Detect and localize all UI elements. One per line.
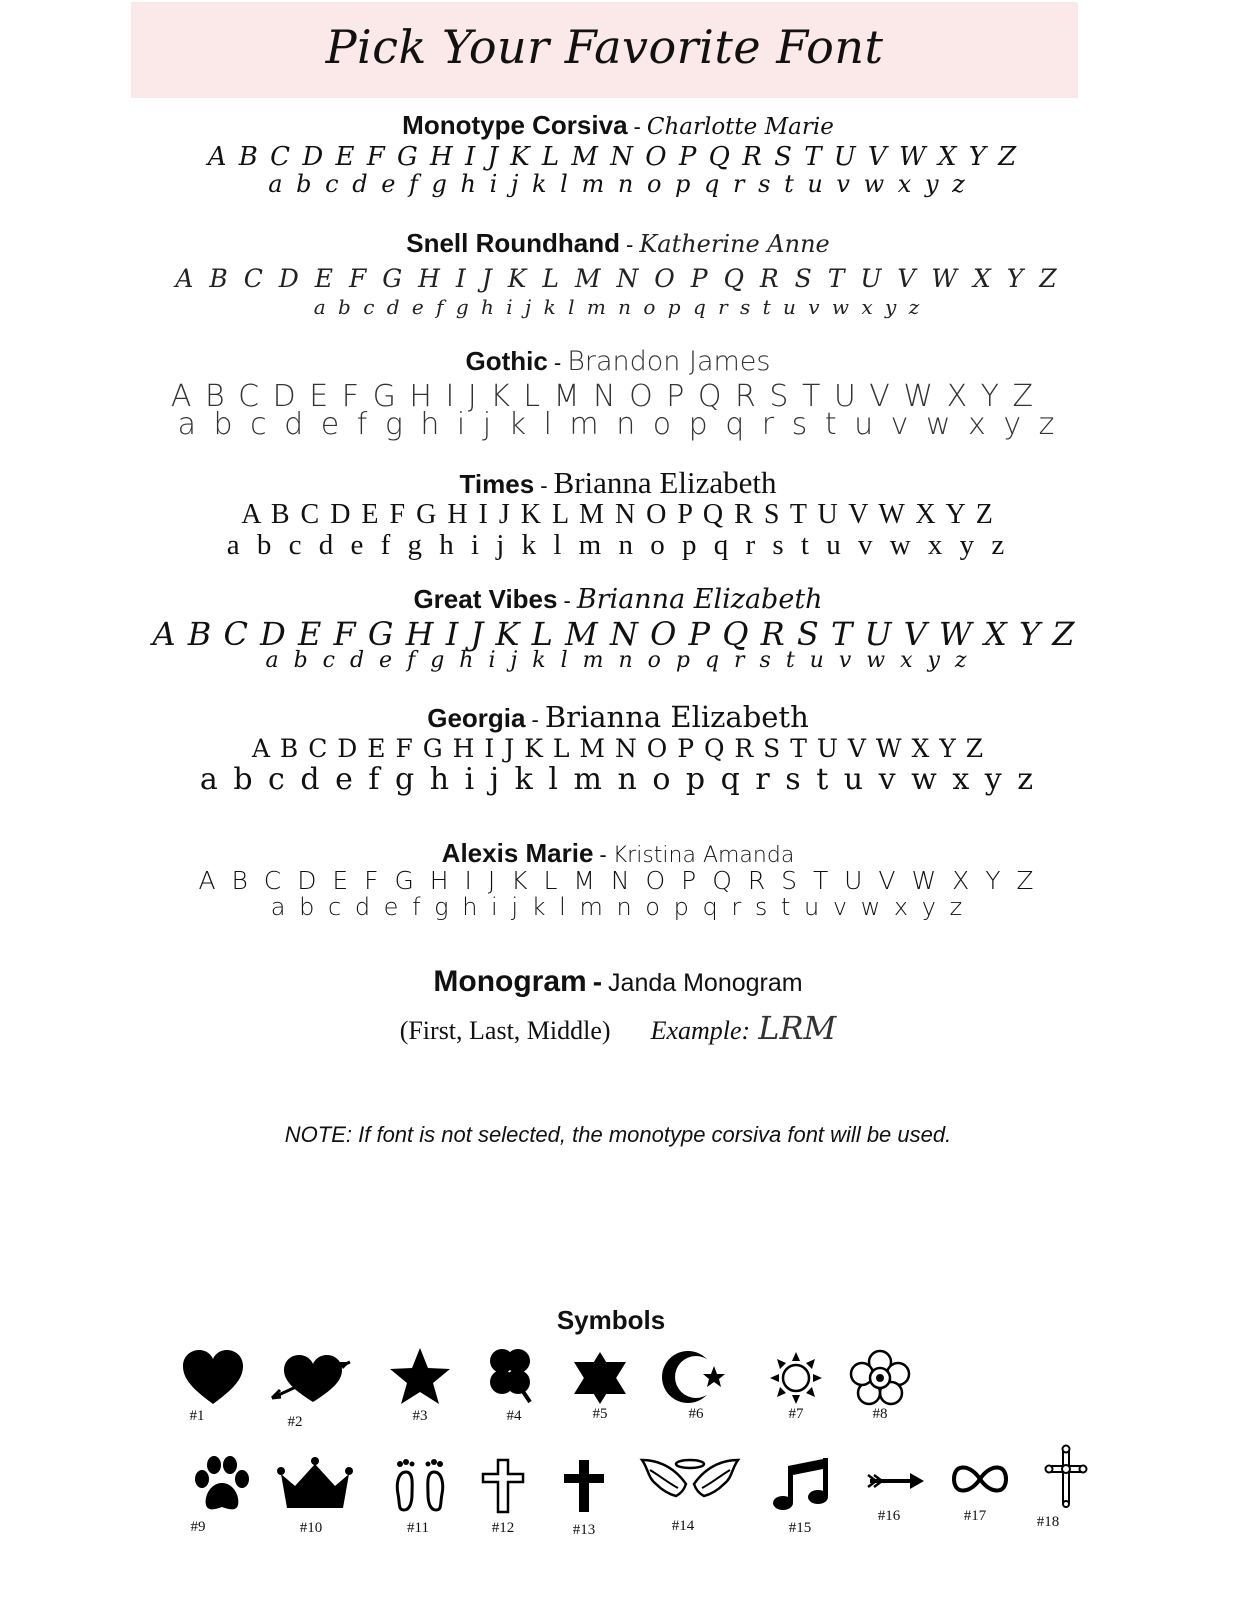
font-sample-name: Kristina Amanda xyxy=(612,843,795,868)
symbol-number: #10 xyxy=(299,1520,323,1536)
symbol-2[interactable] xyxy=(266,1352,346,1432)
example-label: Example: xyxy=(650,1016,751,1045)
symbol-8[interactable] xyxy=(840,1348,920,1428)
font-sample-name: Brianna Elizabeth xyxy=(553,465,777,500)
symbol-number: #18 xyxy=(1036,1514,1060,1530)
font-option-times xyxy=(0,465,1236,560)
symbol-number: #8 xyxy=(872,1406,888,1422)
uppercase-alphabet: A B C D E F G H I J K L M N O P Q R S T U V W X Y Z xyxy=(241,499,995,530)
symbols-heading: Symbols xyxy=(556,1305,666,1335)
lowercase-alphabet: a b c d e f g h i j k l m n o p q r s t u v w x y z xyxy=(265,648,971,673)
font-option-snell-roundhand xyxy=(0,228,1236,317)
symbol-16[interactable] xyxy=(856,1466,936,1546)
symbol-number: #3 xyxy=(412,1408,428,1424)
symbol-12[interactable] xyxy=(463,1456,543,1536)
four-leaf-clover-icon xyxy=(482,1346,546,1406)
heart-icon xyxy=(181,1348,245,1408)
monogram-order-note: (First, Last, Middle) xyxy=(399,1016,611,1045)
separator: - xyxy=(540,473,548,498)
symbol-9[interactable] xyxy=(182,1455,262,1535)
font-option-monogram xyxy=(0,965,1236,1047)
symbol-number: #11 xyxy=(407,1520,429,1536)
font-name: Snell Roundhand xyxy=(406,228,620,258)
crown-icon xyxy=(275,1456,355,1512)
symbol-18[interactable] xyxy=(1026,1444,1106,1530)
uppercase-alphabet: A B C D E F G H I J K L M N O P Q R S T U V W X Y Z xyxy=(175,264,1061,293)
separator: - xyxy=(626,232,634,257)
symbol-14[interactable] xyxy=(638,1454,718,1534)
symbol-3[interactable] xyxy=(380,1346,460,1426)
separator: - xyxy=(633,114,641,139)
font-name: Monotype Corsiva xyxy=(402,110,628,140)
symbol-4[interactable] xyxy=(474,1346,554,1426)
infinity-icon xyxy=(948,1462,1012,1496)
outline-cross-icon xyxy=(473,1456,533,1516)
font-sample-name: Brianna Elizabeth xyxy=(544,700,809,734)
font-name: Monogram xyxy=(433,965,587,998)
font-name: Alexis Marie xyxy=(441,838,594,868)
footprints-icon xyxy=(388,1456,452,1514)
font-option-gothic xyxy=(0,346,1236,440)
monogram-example-row xyxy=(0,1009,1236,1047)
symbol-number: #13 xyxy=(572,1522,596,1538)
font-option-alexis-marie xyxy=(0,838,1236,919)
symbol-number: #9 xyxy=(190,1519,206,1535)
font-name: Times xyxy=(459,469,535,499)
symbol-1[interactable] xyxy=(173,1348,253,1428)
symbol-number: #6 xyxy=(688,1406,704,1422)
sun-icon xyxy=(766,1350,826,1406)
font-sample-name: Janda Monogram xyxy=(608,969,803,997)
symbol-6[interactable] xyxy=(656,1348,736,1428)
angel-wings-halo-icon xyxy=(638,1454,742,1508)
font-sample-name: Brianna Elizabeth xyxy=(576,584,823,615)
page-title: Pick Your Favorite Font xyxy=(325,20,884,74)
symbol-number: #17 xyxy=(963,1508,987,1524)
symbol-5[interactable] xyxy=(560,1350,640,1430)
separator: - xyxy=(592,966,603,997)
uppercase-alphabet: A B C D E F G H I J K L M N O P Q R S T U V W X Y Z xyxy=(170,379,1036,414)
font-option-great-vibes xyxy=(0,584,1236,672)
music-note-icon xyxy=(770,1454,834,1514)
symbol-number: #5 xyxy=(592,1406,608,1422)
uppercase-alphabet: A B C D E F G H I J K L M N O P Q R S T U V W X Y Z xyxy=(251,734,985,763)
paw-print-icon xyxy=(190,1455,254,1515)
arrow-icon xyxy=(864,1466,928,1496)
symbol-number: #2 xyxy=(287,1414,303,1430)
star-icon xyxy=(388,1346,452,1406)
uppercase-alphabet: A B C D E F G H I J K L M N O P Q R S T U V W X Y Z xyxy=(152,615,1076,653)
font-option-georgia xyxy=(0,700,1236,795)
symbol-number: #12 xyxy=(491,1520,515,1536)
font-option-monotype-corsiva xyxy=(0,110,1236,196)
symbol-number: #15 xyxy=(788,1520,812,1536)
uppercase-alphabet: A B C D E F G H I J K L M N O P Q R S T U V W X Y Z xyxy=(207,142,1019,172)
symbol-10[interactable] xyxy=(275,1456,355,1536)
font-sample-name: Charlotte Marie xyxy=(646,114,834,140)
ornate-cross-icon xyxy=(1044,1444,1088,1508)
lowercase-alphabet: a b c d e f g h i j k l m n o p q r s t u v w x y z xyxy=(177,407,1059,442)
separator: - xyxy=(563,588,571,613)
lowercase-alphabet: a b c d e f g h i j k l m n o p q r s t u v w x y z xyxy=(268,170,968,198)
font-name: Great Vibes xyxy=(413,584,558,614)
symbol-number: #4 xyxy=(506,1408,522,1424)
symbol-number: #16 xyxy=(877,1508,901,1524)
lowercase-alphabet: a b c d e f g h i j k l m n o p q r s t u v w x y z xyxy=(270,893,966,921)
separator: - xyxy=(599,842,607,867)
symbol-number: #7 xyxy=(788,1406,804,1422)
monogram-example: LRM xyxy=(758,1009,837,1047)
lowercase-alphabet: a b c d e f g h i j k l m n o p q r s t u v w x y z xyxy=(313,295,923,319)
font-name: Georgia xyxy=(427,703,526,733)
separator: - xyxy=(531,707,539,732)
symbol-13[interactable] xyxy=(544,1456,624,1536)
symbol-7[interactable] xyxy=(756,1350,836,1430)
lowercase-alphabet: a b c d e f g h i j k l m n o p q r s t u v w x y z xyxy=(199,762,1037,797)
lowercase-alphabet: a b c d e f g h i j k l m n o p q r s t u v w x y z xyxy=(226,529,1010,561)
star-of-david-icon xyxy=(570,1350,630,1406)
solid-cross-icon xyxy=(554,1456,614,1516)
font-sample-name: Brandon James xyxy=(567,346,771,377)
uppercase-alphabet: A B C D E F G H I J K L M N O P Q R S T U V W X Y Z xyxy=(198,866,1038,895)
default-font-note: NOTE: If font is not selected, the monotype corsiva font will be used. xyxy=(284,1122,952,1147)
font-sample-name: Katherine Anne xyxy=(639,230,830,258)
crescent-star-icon xyxy=(660,1348,732,1406)
symbol-11[interactable] xyxy=(380,1456,460,1536)
heart-arrow-icon xyxy=(266,1352,356,1410)
separator: - xyxy=(553,350,562,375)
font-name: Gothic xyxy=(465,346,548,376)
symbol-number: #14 xyxy=(671,1518,695,1534)
title-banner xyxy=(131,2,1078,98)
flower-icon xyxy=(848,1348,912,1406)
symbol-15[interactable] xyxy=(762,1454,842,1534)
symbol-number: #1 xyxy=(189,1408,205,1424)
